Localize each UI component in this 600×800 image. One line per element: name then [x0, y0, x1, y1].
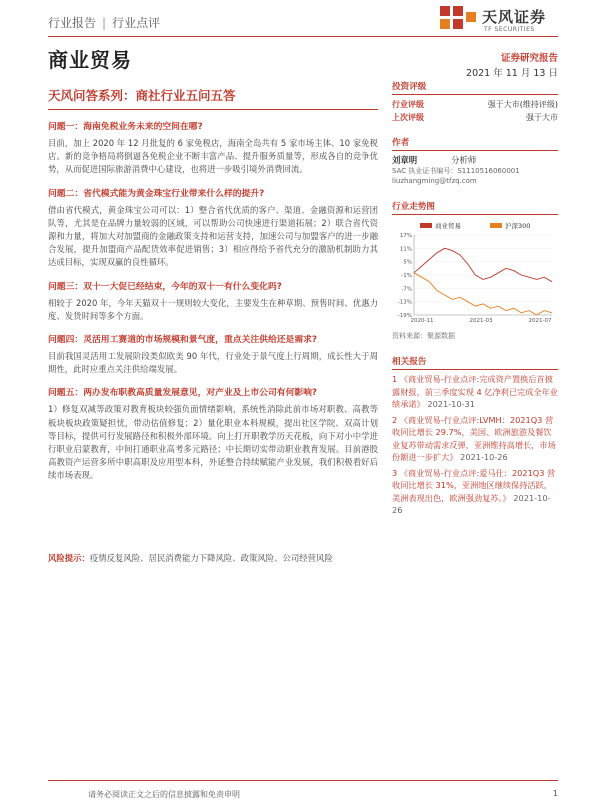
question-title: 灵活用工赛道的市场规模和景气度，重点关注供给还是需求? [83, 335, 318, 346]
author-name-line [392, 154, 558, 166]
related-report-title[interactable]: 3 《商业贸易-行业点评:爱马仕：2021Q3 营收同比增长 31%，亚洲地区继续保持活跃，美洲表现出色，欧洲强劲复苏。》 [392, 467, 556, 503]
question-answer: 1）修复双减等政策对教育板块较强负面情绪影响，系统性消除此前市场对职教、高教等板块板块政策疑担忧，带动估值修复；2）量化职业本科规模，提出社区学院、双高计划等目标，提供可行发展路径和积极外部环境。向上打开职教学历天花板，向下对小中学进行职业启蒙教育，中间打通职业高考多元路径；中长期切实带动职业教育发展。目前港股高教资产运营多所中职高职及应用型本科，外延整合持续赋能产业发展，我们积极看好后续市场表现。 [48, 404, 378, 481]
rating-value: 强于大市(维持评级) [487, 100, 558, 109]
question-block [48, 332, 378, 376]
risk-warning [48, 552, 378, 566]
author-section-title: 作者 [392, 136, 558, 151]
footer-disclaimer: 请务必阅读正文之后的信息披露和免责申明 [88, 790, 240, 799]
x-tick-label: 2021-07 [528, 318, 552, 324]
question-label: 问题二： [48, 188, 84, 199]
page-footer [48, 780, 558, 799]
rating-section-title: 投资评级 [392, 80, 558, 95]
related-report-item[interactable] [392, 414, 558, 464]
question-label: 问题四： [48, 335, 84, 346]
question-answer: 目前我国灵活用工发展阶段类似欧美 90 年代，行业处于景气度上行周期，成长性大于周期性，此时应重点关注供给端发展。 [48, 351, 378, 375]
page-number: 1 [552, 789, 558, 798]
question-title: 省代模式能为黄金珠宝行业带来什么样的提升? [83, 188, 265, 199]
logo-mark-icon [438, 4, 478, 38]
x-tick-label: 2020-11 [410, 318, 434, 324]
y-tick-label: -19% [397, 313, 412, 319]
related-section-title: 相关报告 [392, 355, 558, 370]
question-title: 双十一大促已经结束，今年的双十一有什么变化吗? [83, 281, 282, 292]
industry-trend-chart [392, 219, 558, 327]
related-report-date: 2021-10-26 [392, 492, 551, 515]
related-report-title[interactable]: 2 《商业贸易-行业点评:LVMH：2021Q3 营收同比增长 29.7%，美国、欧洲旅游及餐饮业复苏带动需求反弹，亚洲维持高增长，市场份额进一步扩大》 [392, 414, 556, 462]
question-heading [48, 332, 378, 345]
author-role: 分析师 [451, 155, 477, 165]
report-subtitle: 天风问答系列：商社行业五问五答 [48, 86, 378, 110]
question-block [48, 385, 378, 482]
rating-value: 强于大市 [526, 113, 558, 122]
rating-row [392, 98, 558, 111]
author-email[interactable]: liuzhangming@tfzq.com [392, 177, 477, 185]
legend-label: 商业贸易 [435, 222, 461, 230]
question-label: 问题一： [48, 122, 84, 132]
tf-securities-logo [438, 4, 558, 38]
question-title: 海南免税业务未来的空间在哪? [83, 122, 203, 132]
author-name: 刘章明 [392, 155, 418, 165]
breadcrumb-separator: | [102, 16, 107, 30]
page-title: 商业贸易 [48, 48, 132, 72]
y-tick-label: -1% [401, 273, 412, 279]
question-label: 问题三： [48, 281, 84, 292]
risk-label: 风险提示： [48, 553, 90, 563]
report-date: 2021 年 11 月 13 日 [466, 68, 558, 79]
series-line [414, 248, 552, 281]
y-tick-label: -7% [401, 286, 412, 293]
sidebar [392, 80, 558, 520]
question-heading [48, 279, 378, 292]
breadcrumb [48, 14, 160, 31]
author-sac: SAC 执业证书编号：S1110516060001 [392, 167, 520, 175]
question-answer: 相较于 2020 年，今年天猫双十一规则较大变化，主要发生在种草期、预售时间、优惠力度、发货时间等多个方面。 [48, 297, 378, 321]
page-header [48, 10, 558, 36]
y-tick-label: 17% [399, 233, 412, 239]
breadcrumb-category: 行业报告 [48, 16, 97, 30]
logo-name: 天风证券 [482, 8, 547, 26]
main-content [48, 86, 378, 483]
question-answer: 借由省代模式，黄金珠宝公司可以：1）整合省代优质的客户、渠道、金融资源和运营团队等，尤其是在品牌力量较弱的区域，可以帮助公司快速进行渠道拓展；2）联合省代资源和力量，将加大对加盟商的金融政策支持和运营支持，加速公司与加盟客户的进一步融合发展，提升加盟商产品配货效率促进销售；3）相应得给予省代充分的激励机制助力其达成目标，实现双赢的良性循环。 [48, 204, 378, 268]
legend-swatch [490, 223, 502, 228]
x-tick-label: 2021-03 [469, 318, 493, 324]
question-answer: 目前，加上 2020 年 12 月批复的 6 家免税店，海南全岛共有 5 家市场主体、10 家免税店。新的竞争格局将倒逼各免税企业不断丰富产品、提升服务质量等，形成各自的竞争优势，从而促进国际旅游消费中心建设，也将进一步吸引境外消费回流。 [48, 138, 378, 175]
related-report-item[interactable] [392, 467, 558, 517]
rating-key: 行业评级 [392, 100, 424, 109]
y-tick-label: -13% [397, 299, 412, 306]
question-label: 问题五： [48, 388, 84, 399]
y-tick-label: 11% [399, 246, 412, 253]
question-block [48, 186, 378, 270]
y-tick-label: 5% [403, 259, 412, 266]
related-report-date: 2021-10-31 [427, 399, 475, 409]
breadcrumb-subcategory: 行业点评 [112, 16, 161, 30]
logo-subtitle: TF SECURITIES [484, 26, 535, 33]
question-heading [48, 385, 378, 398]
risk-text: 疫情反复风险、居民消费能力下降风险、政策风险、公司经营风险 [89, 553, 333, 563]
header-divider [48, 36, 558, 37]
related-report-item[interactable] [392, 373, 558, 411]
legend-label: 沪深300 [505, 222, 531, 230]
trend-chart-svg [392, 219, 558, 327]
report-type: 证券研究报告 [500, 53, 558, 64]
question-title: 两办发布职教高质量发展意见，对产业及上市公司有何影响? [83, 388, 318, 399]
legend-swatch [420, 223, 432, 228]
question-block [48, 119, 378, 177]
question-heading [48, 186, 378, 199]
chart-section-title: 行业走势图 [392, 200, 558, 215]
rating-key: 上次评级 [392, 113, 424, 122]
question-heading [48, 119, 378, 132]
rating-row [392, 111, 558, 124]
chart-source: 资料来源：聚源数据 [392, 332, 455, 340]
related-report-title[interactable]: 1 《商业贸易-行业点评:完成资产置换后首披露财报，前三季度实现 4 亿净利已完成全年业绩承诺》 [392, 374, 558, 409]
related-report-date: 2021-10-26 [460, 452, 508, 462]
question-block [48, 279, 378, 323]
